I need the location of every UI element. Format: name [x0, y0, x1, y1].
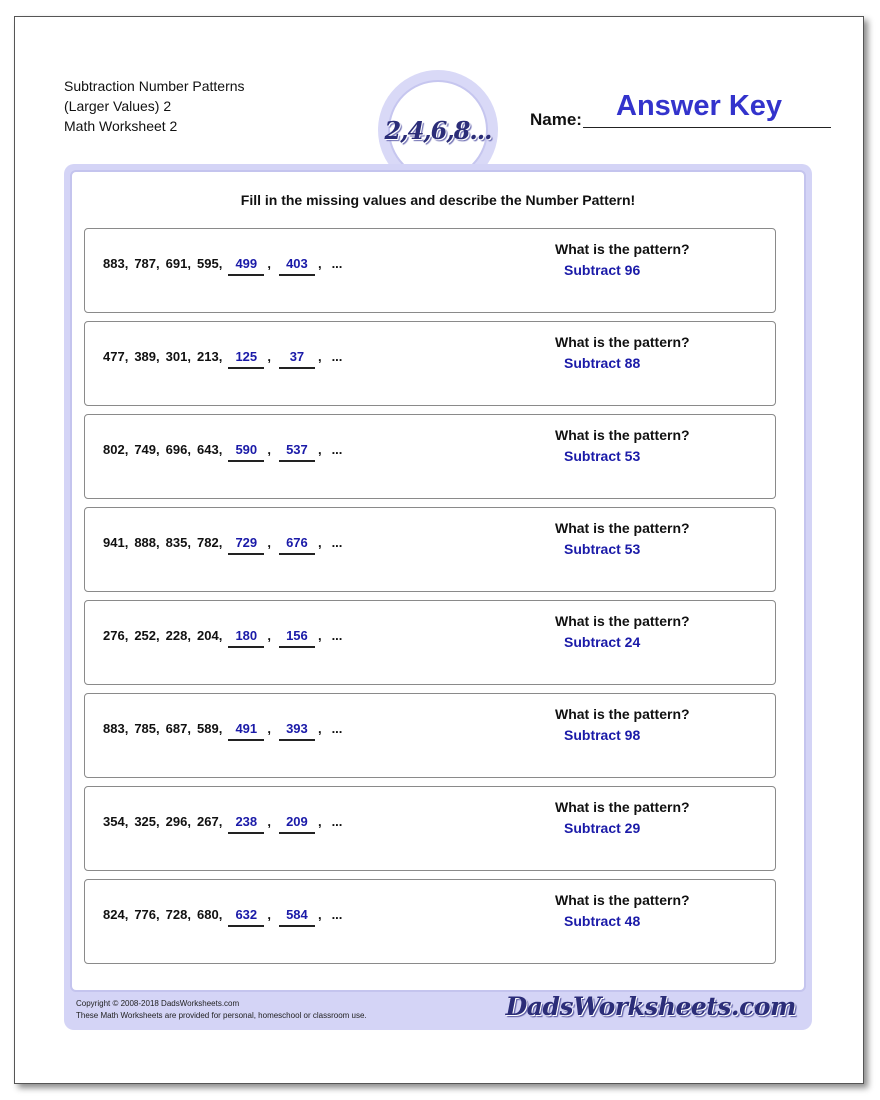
pattern-question: What is the pattern?: [555, 706, 690, 722]
sequence-value: 785: [134, 721, 157, 736]
missing-value-answer[interactable]: 403: [279, 256, 315, 276]
problem-row: [84, 507, 776, 592]
sequence-value: 389: [134, 349, 157, 364]
number-sequence: 802 , 749 , 696 , 643 , 590 , 537 , ...: [103, 442, 342, 462]
pattern-question: What is the pattern?: [555, 334, 690, 350]
missing-value-answer[interactable]: 156: [279, 628, 315, 648]
missing-value-answer[interactable]: 238: [228, 814, 264, 834]
usage-notice: These Math Worksheets are provided for personal, homeschool or classroom use.: [76, 1011, 367, 1020]
sequence-ellipsis: ...: [331, 721, 343, 736]
sequence-value: 325: [134, 814, 157, 829]
sequence-value: 687: [165, 721, 188, 736]
title-line-1: Subtraction Number Patterns: [64, 78, 245, 94]
sequence-value: 589: [196, 721, 219, 736]
instructions: Fill in the missing values and describe the Number Pattern!: [240, 192, 636, 208]
number-sequence: 354 , 325 , 296 , 267 , 238 , 209 , ...: [103, 814, 342, 834]
sequence-value: 354: [103, 814, 125, 829]
brand-logo: DadsWorksheets.com: [505, 992, 796, 1021]
sequence-value: 276: [103, 628, 125, 643]
sequence-ellipsis: ...: [331, 349, 343, 364]
pattern-answer[interactable]: Subtract 96: [564, 262, 641, 278]
pattern-answer[interactable]: Subtract 48: [564, 913, 641, 929]
footer-copyright-block: [76, 998, 367, 1022]
problem-row: [84, 414, 776, 499]
missing-value-answer[interactable]: 632: [228, 907, 264, 927]
missing-value-answer[interactable]: 491: [228, 721, 264, 741]
pattern-question: What is the pattern?: [555, 892, 690, 908]
number-sequence: 276 , 252 , 228 , 204 , 180 , 156 , ...: [103, 628, 342, 648]
sequence-value: 477: [103, 349, 125, 364]
number-sequence: 941 , 888 , 835 , 782 , 729 , 676 , ...: [103, 535, 342, 555]
pattern-question: What is the pattern?: [555, 613, 690, 629]
sequence-value: 802: [103, 442, 125, 457]
sequence-value: 204: [196, 628, 219, 643]
sequence-value: 643: [196, 442, 219, 457]
missing-value-answer[interactable]: 590: [228, 442, 264, 462]
sequence-value: 888: [134, 535, 157, 550]
name-underline: [583, 127, 831, 128]
missing-value-answer[interactable]: 125: [228, 349, 264, 369]
pattern-answer[interactable]: Subtract 88: [564, 355, 641, 371]
name-label: Name:: [530, 110, 582, 129]
pattern-answer[interactable]: Subtract 53: [564, 448, 641, 464]
pattern-question: What is the pattern?: [555, 799, 690, 815]
missing-value-answer[interactable]: 499: [228, 256, 264, 276]
title-line-2: (Larger Values) 2: [64, 98, 172, 114]
sequence-value: 883: [103, 256, 125, 271]
worksheet-title: [64, 76, 245, 136]
pattern-question: What is the pattern?: [555, 241, 690, 257]
sequence-value: 883: [103, 721, 125, 736]
sequence-value: 296: [165, 814, 188, 829]
sequence-ellipsis: ...: [331, 256, 343, 271]
missing-value-answer[interactable]: 37: [279, 349, 315, 369]
missing-value-answer[interactable]: 584: [279, 907, 315, 927]
sequence-ellipsis: ...: [331, 442, 343, 457]
pattern-answer[interactable]: Subtract 29: [564, 820, 641, 836]
sequence-value: 749: [134, 442, 157, 457]
problem-row: [84, 321, 776, 406]
sequence-ellipsis: ...: [331, 814, 343, 829]
sequence-value: 782: [196, 535, 219, 550]
missing-value-answer[interactable]: 209: [279, 814, 315, 834]
sequence-value: 728: [165, 907, 188, 922]
number-sequence: 883 , 785 , 687 , 589 , 491 , 393 , ...: [103, 721, 342, 741]
sequence-value: 787: [134, 256, 157, 271]
sequence-ellipsis: ...: [331, 628, 343, 643]
missing-value-answer[interactable]: 537: [279, 442, 315, 462]
missing-value-answer[interactable]: 393: [279, 721, 315, 741]
sequence-ellipsis: ...: [331, 535, 343, 550]
problem-row: [84, 693, 776, 778]
sequence-value: 941: [103, 535, 125, 550]
number-sequence: 824 , 776 , 728 , 680 , 632 , 584 , ...: [103, 907, 342, 927]
sequence-value: 776: [134, 907, 157, 922]
sequence-value: 301: [165, 349, 188, 364]
missing-value-answer[interactable]: 180: [228, 628, 264, 648]
problem-row: [84, 879, 776, 964]
answer-key-title: Answer Key: [616, 90, 783, 122]
sequence-ellipsis: ...: [331, 907, 343, 922]
sequence-value: 835: [165, 535, 188, 550]
sequence-value: 824: [103, 907, 125, 922]
sequence-value: 228: [165, 628, 188, 643]
sequence-value: 213: [196, 349, 219, 364]
pattern-question: What is the pattern?: [555, 520, 690, 536]
problem-row: [84, 600, 776, 685]
pattern-answer[interactable]: Subtract 24: [564, 634, 641, 650]
pattern-answer[interactable]: Subtract 98: [564, 727, 641, 743]
sequence-value: 595: [196, 256, 219, 271]
problem-row: [84, 786, 776, 871]
missing-value-answer[interactable]: 676: [279, 535, 315, 555]
copyright-text: Copyright © 2008-2018 DadsWorksheets.com: [76, 999, 240, 1008]
number-sequence: 477 , 389 , 301 , 213 , 125 , 37 , ...: [103, 349, 342, 369]
title-line-3: Math Worksheet 2: [64, 118, 178, 134]
number-sequence: 883 , 787 , 691 , 595 , 499 , 403 , ...: [103, 256, 342, 276]
pattern-question: What is the pattern?: [555, 427, 690, 443]
sequence-value: 267: [196, 814, 219, 829]
sequence-value: 696: [165, 442, 188, 457]
problem-row: [84, 228, 776, 313]
sequence-value: 252: [134, 628, 157, 643]
pattern-answer[interactable]: Subtract 53: [564, 541, 641, 557]
logo-text: 2,4,6,8...: [384, 115, 492, 145]
missing-value-answer[interactable]: 729: [228, 535, 264, 555]
worksheet-frame: [64, 164, 812, 1030]
sequence-value: 680: [196, 907, 219, 922]
sequence-value: 691: [165, 256, 188, 271]
